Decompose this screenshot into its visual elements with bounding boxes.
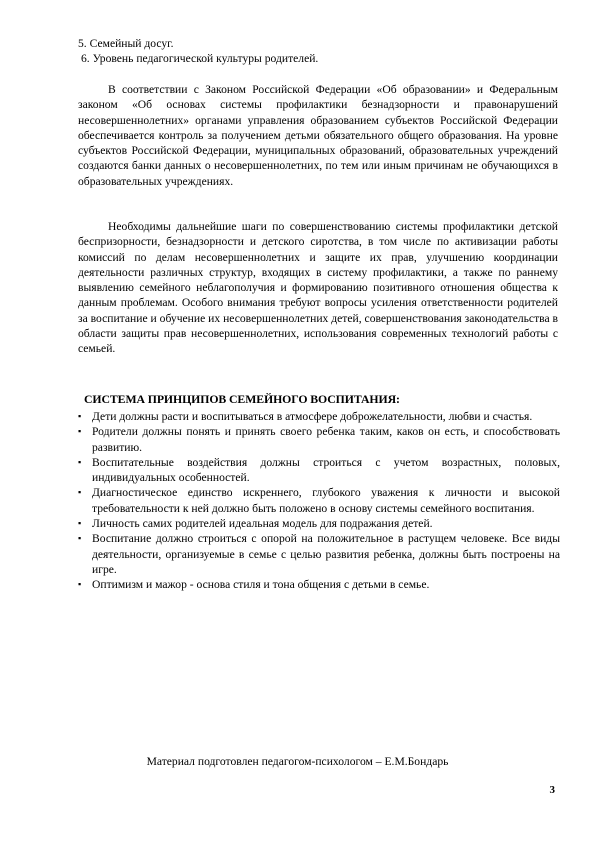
list-item (78, 516, 560, 531)
list-item (78, 409, 560, 424)
list-item (78, 531, 560, 577)
list-item-text: Оптимизм и мажор - основа стиля и тона общения с детьми в семье. (92, 578, 430, 592)
bullet-icon: ▪ (78, 487, 82, 498)
bullet-icon: ▪ (78, 456, 82, 467)
bullet-icon: ▪ (78, 579, 82, 590)
list-item-text: Воспитание должно строиться с опорой на положительное в растущем человеке. Все виды деятельности, организуемые в семье с целью развития ребенка, должны быть построены на игре. (92, 532, 560, 576)
list-item-text: Диагностическое единство искреннего, глубокого уважения к личности и высокой требовательности к ней должно быть положено в основу системы семейного воспитания. (92, 486, 560, 515)
list-item-text: Дети должны расти и воспитываться в атмосфере доброжелательности, любви и счастья. (92, 410, 533, 423)
list-item (78, 424, 560, 455)
paragraph-text: В соответствии с Законом Российской Федерации «Об образовании» и Федеральным законом «Об основах системы профилактики безнадзорности и правонарушений несовершеннолетних» органами управления образованием субъектов Российской Федерации обеспечивается контроль за получением детьми обязательного общего образования. На уровне субъектов Российской Федерации, муниципальных образований, образовательных учреждений создаются банки данных о несовершеннолетних, по тем или иным причинам не обучающихся в образовательных учреждениях. (78, 83, 558, 188)
bullet-icon: ▪ (78, 518, 82, 529)
paragraph-text: Необходимы дальнейшие шаги по совершенствованию системы профилактики детской беспризорности, безнадзорности и детского сиротства, в том числе по активизации работы комиссий по делам несовершеннолетних и защите их прав, улучшению координации деятельности различных структур, входящих в систему профилактики, а также по раннему выявлению семейного неблагополучия и формированию позитивного отношения общества к данным проблемам. Особого внимания требуют вопросы усиления ответственности родителей за воспитание и обучение их несовершеннолетних детей, совершенствования законодательства в области защиты прав несовершеннолетних, использования современных технологий работы с семьей. (78, 220, 558, 356)
bullet-icon: ▪ (78, 533, 82, 544)
list-item-text: Воспитательные воздействия должны строиться с учетом возрастных, половых, индивидуальных особенностей. (92, 455, 560, 485)
list-item-text: Родители должны понять и принять своего ребенка таким, каков он есть, и способствовать развитию. (92, 425, 560, 454)
list-item-leisure: 5. Семейный досуг. (78, 37, 174, 50)
list-item (78, 455, 560, 486)
page-number: 3 (549, 784, 555, 796)
list-item (78, 485, 560, 516)
section-heading: СИСТЕМА ПРИНЦИПОВ СЕМЕЙНОГО ВОСПИТАНИЯ: (84, 392, 400, 406)
bullet-icon: ▪ (78, 411, 82, 421)
list-item-text: Личность самих родителей идеальная модель для подражания детей. (92, 517, 433, 531)
paragraph-prevention (78, 219, 558, 357)
bullet-icon: ▪ (78, 426, 82, 437)
author-footer: Материал подготовлен педагогом-психологом – Е.М.Бондарь (146, 755, 449, 768)
principles-list (78, 409, 560, 593)
paragraph-education-law (78, 82, 558, 189)
list-item-pedagogical-culture: 6. Уровень педагогической культуры родителей. (81, 52, 319, 65)
list-item (78, 577, 560, 592)
